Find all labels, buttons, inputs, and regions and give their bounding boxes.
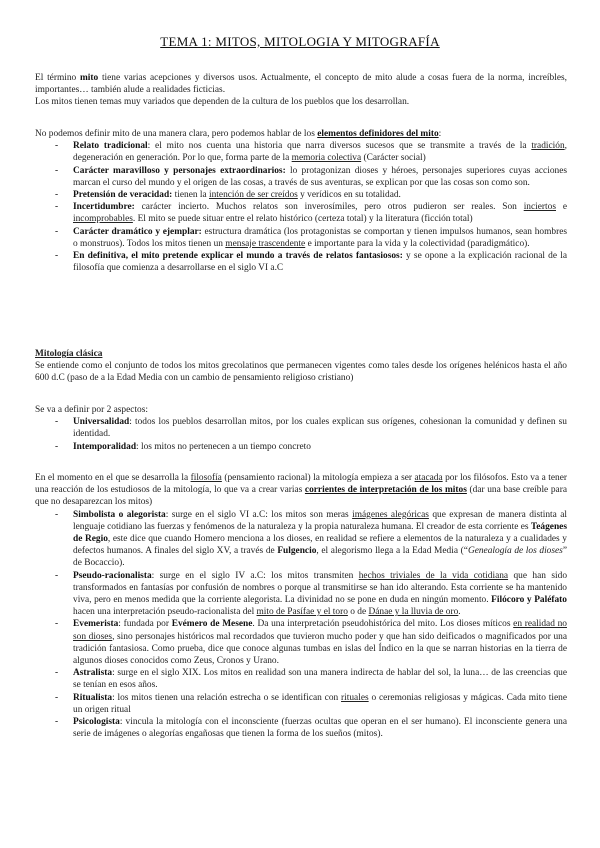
aspectos-section xyxy=(35,404,567,453)
page-title: TEMA 1: MITOS, MITOLOGIA Y MITOGRAFÍA xyxy=(160,34,440,49)
list-item: - Evemerista: fundada por Evémero de Mesene. Da una interpretación pseudohistórica del mito. Los dioses míticos en realidad no son dioses, sino personajes históricos mal recordados que tuvieron mucho poder y que han sido deificados o magnificados por una tradición fantasiosa. Como prueba, dice que conoce algunas tumbas en islas del Índico en la que se narran historias en la tierra de algunos dioses conocidos como Zeus, Cronos y Urano. xyxy=(35,618,567,667)
list-item: - Psicologista: vincula la mitología con el inconsciente (fuerzas ocultas que operan en el ser humano). El inconsciente genera una serie de imágenes o alegorías engañosas que tienen la forma de los sueños (mitos). xyxy=(35,716,567,740)
intro-paragraph-2: Los mitos tienen temas muy variados que dependen de la cultura de los pueblos que los desarrollan. xyxy=(35,97,410,108)
list-item: - Ritualista: los mitos tienen una relación estrecha o se identifican con rituales o ceremonias religiosas y mágicas. Cada mito tiene un origen ritual xyxy=(35,692,567,716)
list-item: - Universalidad: todos los pueblos desarrollan mitos, por los cuales explican sus orígenes, cohesionan la comunidad y definen su identidad. xyxy=(35,416,567,440)
list-item: - Incertidumbre: carácter incierto. Muchos relatos son inverosímiles, pero otros pudieron ser reales. Son inciertos e incomprobables. El mito se puede situar entre el relato histórico (certeza total) y la literatura (ficción total) xyxy=(35,201,567,225)
definir-list xyxy=(35,140,567,274)
list-item: - Astralista: surge en el siglo XIX. Los mitos en realidad son una manera indirecta de hablar del sol, la luna… de las creencias que se tenían en esos años. xyxy=(35,667,567,691)
list-item: - Simbolista o alegorista: surge en el siglo VI a.C: los mitos son meras imágenes alegóricas que expresan de manera distinta al lenguaje cotidiano las fuerzas y fenómenos de la naturaleza y la propia naturaleza humana. El creador de esta corriente es Teágenes de Regio, este dice que cuando Homero menciona a los dioses, en realidad se refiere a elementos de la naturaleza y a cualidades y defectos humanos. A finales del siglo XV, a través de Fulgencio, el alegorismo llega a la Edad Media (“Genealogía de los dioses” de Bocaccio). xyxy=(35,509,567,570)
corrientes-list xyxy=(35,509,567,741)
aspectos-list xyxy=(35,416,567,453)
intro-section xyxy=(35,72,567,109)
list-item: - En definitiva, el mito pretende explicar el mundo a través de relatos fantasiosos: y se opone a la explicación racional de la filosofía que comienza a desarrollarse en el siglo VI a.C xyxy=(35,250,567,274)
list-item: - Intemporalidad: los mitos no pertenecen a un tiempo concreto xyxy=(35,441,567,453)
clasica-paragraph-2: Se va a definir por 2 aspectos: xyxy=(35,405,148,415)
clasica-section xyxy=(35,348,567,385)
list-item: - Relato tradicional: el mito nos cuenta una historia que narra diversos sucesos que se transmite a través de la tradición, degeneración en generación. Por lo que, forma parte de la memoria colectiva (Carácter social) xyxy=(35,140,567,164)
list-item: - Carácter maravilloso y personajes extraordinarios: lo protagonizan dioses y héroes, personajes superiores cuyas acciones marcan el curso del mundo y el origen de las cosas, a través de sus aventuras, se explican por que las cosas son como son. xyxy=(35,165,567,189)
list-item: - Carácter dramático y ejemplar: estructura dramática (los protagonistas se comportan y tienen impulsos humanos, sean hombres o monstruos). Todos los mitos tienen un mensaje trascendente e importante para la vida y la colectividad (paradigmático). xyxy=(35,226,567,250)
intro-paragraph-1: El término mito tiene varias acepciones y diversos usos. Actualmente, el concepto de mito alude a cosas fuera de la norma, increíbles, importantes… también alude a realidades ficticias. xyxy=(35,73,567,96)
definir-lead: No podemos definir mito de una manera clara, pero podemos hablar de los elementos definidores del mito: xyxy=(35,129,442,139)
definir-section xyxy=(35,128,567,274)
corrientes-section xyxy=(35,472,567,740)
corrientes-lead: En el momento en el que se desarrolla la filosofía (pensamiento racional) la mitología empieza a ser atacada por los filósofos. Esto va a tener una reacción de los estudiosos de la mitología, lo que va a crear varias corrientes de interpretación de los mitos (dar una base creíble para que no desaparezcan los mitos) xyxy=(35,473,567,508)
list-item: - Pretensión de veracidad: tienen la intención de ser creídos y verídicos en su totalidad. xyxy=(35,189,567,201)
list-item: - Pseudo-racionalista: surge en el siglo IV a.C: los mitos transmiten hechos triviales de la vida cotidiana que han sido transformados en fantasías por confusión de nombres o porque al transmitirse se han ido alterando. Esta corriente se ha mantenido viva, pero en menos medida que la corriente alegorista. La divinidad no se pone en duda en ningún momento. Filócoro y Paléfato hacen una interpretación pseudo-racionalista del mito de Pasífae y el toro o de Dánae y la lluvia de oro. xyxy=(35,570,567,619)
clasica-paragraph-1: Se entiende como el conjunto de todos los mitos grecolatinos que permanecen vigentes como tales desde los orígenes helénicos hasta el año 600 d.C (paso de a la Edad Media con un cambio de pensamiento religioso cristiano) xyxy=(35,361,567,384)
section-heading: Mitología clásica xyxy=(35,349,103,359)
